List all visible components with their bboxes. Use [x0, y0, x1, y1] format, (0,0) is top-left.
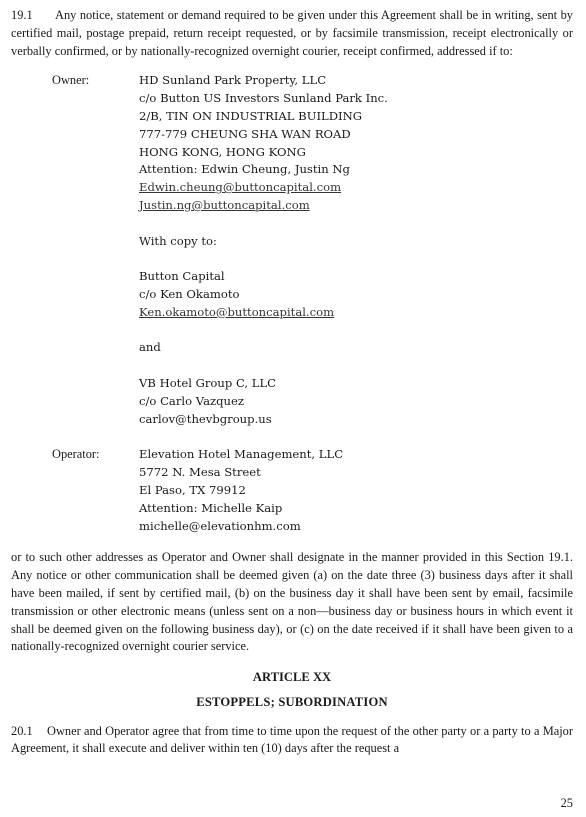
operator-line: Elevation Hotel Management, LLC: [139, 447, 344, 462]
owner-email-link[interactable]: Justin.ng@buttoncapital.com: [139, 197, 310, 212]
copy2-email: carlov@thevbgroup.us: [139, 411, 272, 426]
copy2-line: VB Hotel Group C, LLC: [139, 375, 277, 390]
section-19-1-paragraph: [11, 7, 573, 60]
owner-line: c/o Button US Investors Sunland Park Inc.: [139, 91, 388, 106]
owner-line: 2/B, TIN ON INDUSTRIAL BUILDING: [139, 108, 363, 123]
operator-email: michelle@elevationhm.com: [139, 518, 301, 533]
article-subtitle: ESTOPPELS; SUBORDINATION: [196, 694, 388, 709]
section-number: 20.1: [11, 723, 33, 738]
after-addresses-paragraph: or to such other addresses as Operator and Owner shall designate in the manner provided in this Section 19.1. Any notice or other communication shall be deemed given (a) on the date three (3) business days after it shall have been mailed, if sent by certified mail, (b) on the business day it shall have been sent by email, facsimile transmission or other electronic means (unless sent on a non—business day or business hours in which event it shall be deemed given on the following business day), or (c) on the date received if it shall have been given to a nationally-recognized overnight courier service.: [11, 550, 573, 654]
and-label: and: [139, 340, 161, 355]
article-title: ARTICLE XX: [252, 670, 332, 685]
section-20-1-text: Owner and Operator agree that from time to time upon the request of the other party or a party to a Major Agreement, it shall execute and deliver within ten (10) days after the request a: [11, 723, 573, 756]
owner-line: HD Sunland Park Property, LLC: [139, 73, 327, 88]
operator-line: 5772 N. Mesa Street: [139, 465, 261, 480]
operator-label: Operator:: [52, 447, 100, 462]
section-19-1-text: Any notice, statement or demand required to be given under this Agreement shall be in writing, sent by certified mail, postage prepaid, return receipt requested, or by facsimile transmission, receipt electronically or verbally confirmed, or by nationally-recognized overnight courier, receipt confirmed, addressed if to:: [11, 8, 573, 58]
owner-label: Owner:: [52, 73, 90, 88]
copy2-line: c/o Carlo Vazquez: [139, 393, 244, 408]
section-20-1-paragraph: [11, 723, 573, 759]
copy1-line: Button Capital: [139, 269, 225, 284]
with-copy-to-label: With copy to:: [139, 233, 217, 248]
operator-address-row: [11, 446, 573, 535]
owner-line: 777-779 CHEUNG SHA WAN ROAD: [139, 126, 351, 141]
copy1-line: c/o Ken Okamoto: [139, 286, 240, 301]
owner-email-link[interactable]: Edwin.cheung@buttoncapital.com: [139, 180, 342, 195]
section-number: 19.1: [11, 8, 33, 22]
owner-line: Attention: Edwin Cheung, Justin Ng: [139, 162, 350, 177]
operator-line: El Paso, TX 79912: [139, 482, 246, 497]
notice-addresses: [11, 72, 573, 535]
copy1-email-link[interactable]: Ken.okamoto@buttoncapital.com: [139, 304, 335, 319]
owner-address-row: [11, 72, 573, 428]
operator-line: Attention: Michelle Kaip: [139, 500, 283, 515]
document-page: [11, 7, 573, 758]
owner-address: [139, 72, 573, 428]
page-number: 25: [560, 796, 573, 810]
owner-line: HONG KONG, HONG KONG: [139, 144, 306, 159]
operator-address: [139, 446, 573, 535]
